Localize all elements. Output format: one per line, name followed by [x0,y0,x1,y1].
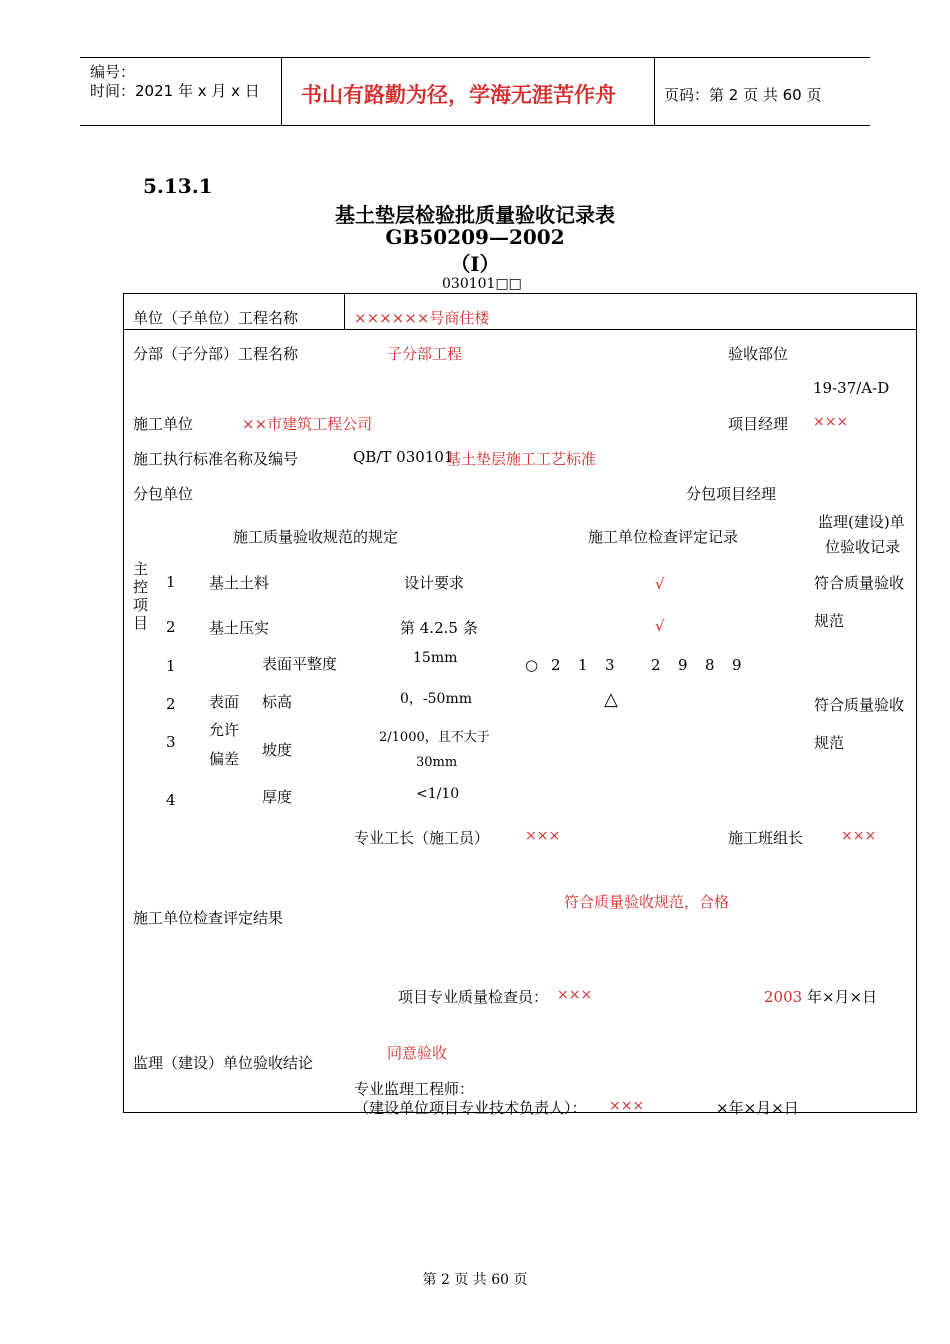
inspector-label: 项目专业质量检查员： [398,988,549,1006]
engineer-sub-label: （建设单位项目专业技术负责人）： [354,1099,587,1117]
standard-label: 施工执行标准名称及编号 [133,450,299,468]
deviation-item-requirement: 2/1000，且不大于 [379,730,490,745]
sub-pm-label: 分包项目经理 [686,485,777,503]
main-control-char-1: 主 [133,560,149,578]
measured-value: 3 [605,656,615,674]
engineer-date: ×年×月×日 [716,1099,799,1117]
deviation-group-char-3: 偏差 [209,750,240,768]
unit-label: 单位（子单位）工程名称 [133,309,299,327]
section-number: 5.13.1 [143,174,213,198]
inspector-value: ××× [557,987,593,1003]
main-item-name: 基土压实 [209,619,270,637]
inspector-date-rest: 年×月×日 [802,988,878,1006]
engineer-label: 专业监理工程师： [354,1080,475,1098]
header-top-rule [80,57,870,58]
team-leader-value: ××× [841,828,877,844]
record-header: 施工单位检查评定记录 [588,528,739,546]
deviation-item-name: 坡度 [262,741,293,759]
deviation-item-name: 标高 [262,693,293,711]
measured-value: 2 [651,656,661,674]
standard-code-value: QB/T 030101 [353,448,454,466]
deviation-item-name: 厚度 [262,788,293,806]
sub-project-value: 子分部工程 [387,345,463,363]
header-divider-1 [281,57,282,126]
header-bottom-rule [80,125,870,126]
form-code: 030101□□ [442,276,522,292]
accept-part-value: 19-37/A-D [813,379,890,397]
measured-value: 9 [678,656,688,674]
number-label: 编号： [90,63,136,81]
main-item-check: √ [655,617,665,635]
inspector-date [764,986,877,1007]
roman-numeral: （Ⅰ） [450,252,500,276]
conclusion-value: 同意验收 [387,1044,448,1062]
header-divider-2 [654,57,655,126]
triangle-icon: △ [604,689,618,710]
main-item-name: 基土土料 [209,574,270,592]
deviation-item-no: 4 [166,791,176,809]
motto: 书山有路勤为径，学海无涯苦作舟 [301,83,616,107]
measured-value: 1 [578,656,588,674]
measured-value: 8 [705,656,715,674]
evaluation-result-value: 符合质量验收规范，合格 [564,893,730,911]
main-result-line2: 规范 [814,612,845,630]
main-item-no: 2 [166,618,176,636]
deviation-item-name: 表面平整度 [262,655,338,673]
form-row-divider [123,329,917,330]
evaluation-result-label: 施工单位检查评定结果 [133,909,284,927]
standard-code: GB50209—2002 [385,225,565,249]
team-leader-label: 施工班组长 [728,829,804,847]
measured-value: 9 [732,656,742,674]
deviation-result-line2: 规范 [814,734,845,752]
supervise-header-line1: 监理(建设)单 [818,513,905,531]
main-result-line1: 符合质量验收 [814,574,905,592]
deviation-group-char-2: 允许 [209,721,240,739]
unit-value: ××××××号商住楼 [354,309,490,327]
contractor-label: 施工单位 [133,415,194,433]
document-title: 基土垫层检验批质量验收记录表 [335,203,615,227]
contractor-value: ××市建筑工程公司 [242,415,373,433]
measured-value: ○ [525,656,539,674]
accept-part-label: 验收部位 [728,345,789,363]
main-item-requirement: 第 4.2.5 条 [400,619,478,637]
measured-value: 2 [551,656,561,674]
main-control-char-2: 控 [133,578,149,596]
foreman-value: ××× [525,828,561,844]
project-manager-label: 项目经理 [728,415,789,433]
standard-name-value: 基土垫层施工工艺标准 [446,450,597,468]
spec-header: 施工质量验收规范的规定 [233,528,399,546]
inspector-date-year: 2003 [764,988,803,1006]
deviation-group-char-1: 表面 [209,693,240,711]
deviation-item-no: 3 [166,733,176,751]
engineer-value: ××× [609,1098,645,1114]
form-col-divider [344,293,345,329]
project-manager-value: ××× [813,414,849,430]
deviation-item-no: 2 [166,695,176,713]
sub-project-label: 分部（子分部）工程名称 [133,345,299,363]
conclusion-label: 监理（建设）单位验收结论 [133,1054,314,1072]
main-item-check: √ [655,575,665,593]
page-info: 页码：第 2 页 共 60 页 [664,86,822,104]
subcontractor-label: 分包单位 [133,485,194,503]
foreman-label: 专业工长（施工员） [354,829,490,847]
main-item-no: 1 [166,573,176,591]
page-footer: 第 2 页 共 60 页 [422,1272,528,1288]
deviation-item-no: 1 [166,657,176,675]
deviation-item-requirement: 15mm [413,650,458,666]
deviation-item-requirement: <1/10 [416,786,460,802]
time-label: 时间：2021 年 x 月 x 日 [90,82,260,100]
supervise-header-line2: 位验收记录 [825,538,901,556]
main-control-char-4: 目 [133,614,149,632]
deviation-result-line1: 符合质量验收 [814,696,905,714]
deviation-item-requirement: 0，-50mm [400,691,473,707]
main-control-char-3: 项 [133,596,149,614]
deviation-item-requirement-cont: 30mm [416,755,458,770]
main-item-requirement: 设计要求 [404,574,465,592]
